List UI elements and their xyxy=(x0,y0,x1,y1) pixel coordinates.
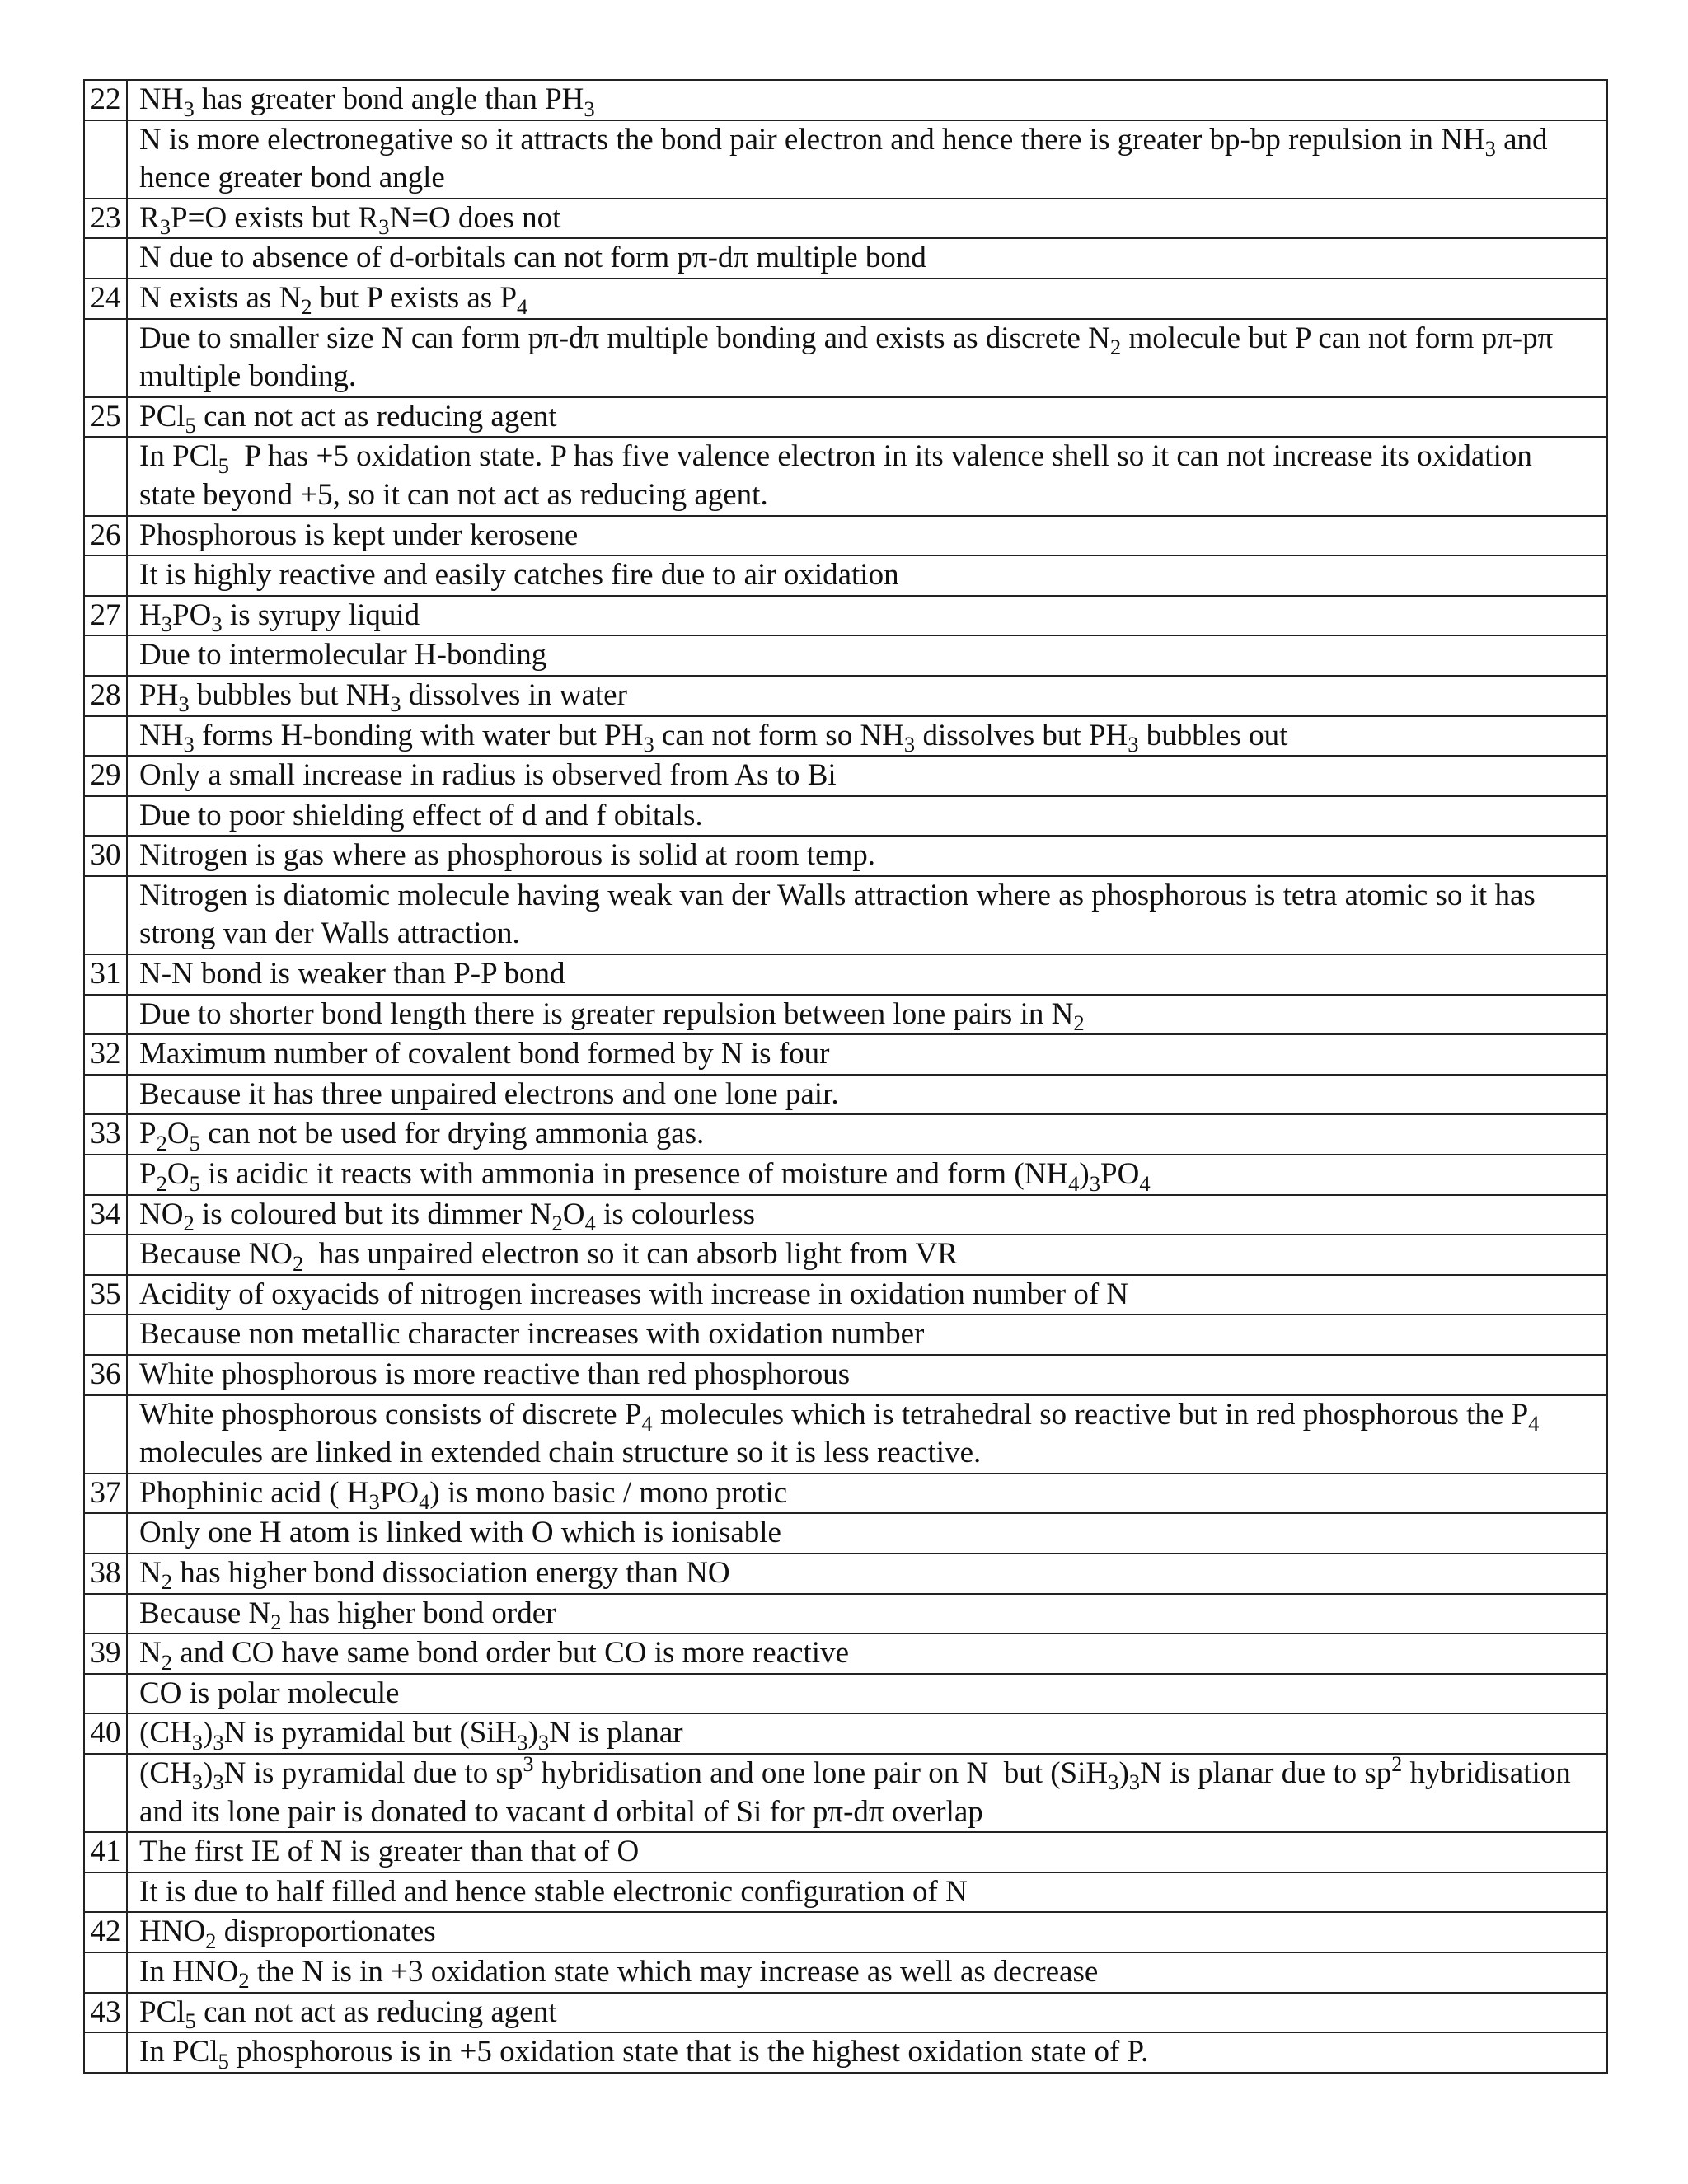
question-row xyxy=(84,1275,1607,1315)
item-number: 34 xyxy=(84,1195,127,1235)
answer-row xyxy=(84,1594,1607,1634)
question-row xyxy=(84,1355,1607,1395)
answer-text: It is highly reactive and easily catches fire due to air oxidation xyxy=(127,555,1607,596)
blank-number-cell xyxy=(84,1155,127,1195)
qa-table-body xyxy=(84,80,1607,2073)
item-number: 27 xyxy=(84,596,127,636)
blank-number-cell xyxy=(84,1754,127,1832)
blank-number-cell xyxy=(84,1872,127,1913)
answer-text: CO is polar molecule xyxy=(127,1674,1607,1714)
document-page xyxy=(83,79,1608,2074)
answer-text: In PCl$_5$ phosphorous is in +5 oxidation state that is the highest oxidation state of P. xyxy=(127,2032,1607,2073)
item-number: 38 xyxy=(84,1554,127,1594)
blank-number-cell xyxy=(84,120,127,199)
blank-number-cell xyxy=(84,319,127,397)
item-number: 39 xyxy=(84,1633,127,1674)
answer-row xyxy=(84,796,1607,837)
answer-row xyxy=(84,1754,1607,1832)
item-number: 30 xyxy=(84,836,127,876)
item-number: 31 xyxy=(84,954,127,995)
answer-row xyxy=(84,1513,1607,1554)
answer-text: In $HNO_2$ the N is in +3 oxidation state which may increase as well as decrease xyxy=(127,1952,1607,1993)
question-text: Phophinic acid ( $H_3PO_4$) is mono basic / mono protic xyxy=(127,1474,1607,1514)
answer-text: Due to poor shielding effect of d and f obitals. xyxy=(127,796,1607,837)
blank-number-cell xyxy=(84,1235,127,1275)
blank-number-cell xyxy=(84,995,127,1035)
question-row xyxy=(84,1554,1607,1594)
blank-number-cell xyxy=(84,1952,127,1993)
question-row xyxy=(84,1195,1607,1235)
question-row xyxy=(84,676,1607,716)
question-text: The first IE of N is greater than that of O xyxy=(127,1832,1607,1872)
question-text: Nitrogen is gas where as phosphorous is solid at room temp. xyxy=(127,836,1607,876)
item-number: 29 xyxy=(84,756,127,796)
question-row xyxy=(84,199,1607,239)
question-row xyxy=(84,596,1607,636)
question-text: PCl$_5$ can not act as reducing agent xyxy=(127,397,1607,438)
answer-row xyxy=(84,319,1607,397)
answer-text: Only one H atom is linked with O which is ionisable xyxy=(127,1513,1607,1554)
question-text: Only a small increase in radius is observed from As to Bi xyxy=(127,756,1607,796)
answer-text: $(CH_3)_3N$ is pyramidal due to $sp^3$ hybridisation and one lone pair on N but $(SiH_3)_3N$ is planar due to $sp^2$ hybridisation and its lone pair is donated to vacant d orbital of Si for pπ-dπ overlap xyxy=(127,1754,1607,1832)
answer-text: Due to shorter bond length there is greater repulsion between lone pairs in $N_2$ xyxy=(127,995,1607,1035)
question-row xyxy=(84,1713,1607,1754)
question-row xyxy=(84,516,1607,556)
blank-number-cell xyxy=(84,1075,127,1115)
question-row xyxy=(84,1474,1607,1514)
question-text: N exists as $N_2$ but P exists as $P_4$ xyxy=(127,279,1607,319)
answer-row xyxy=(84,635,1607,676)
answer-text: Due to smaller size N can form pπ-dπ multiple bonding and exists as discrete $N_2$ molecule but P can not form pπ-pπ multiple bonding. xyxy=(127,319,1607,397)
blank-number-cell xyxy=(84,716,127,757)
answer-row xyxy=(84,1075,1607,1115)
blank-number-cell xyxy=(84,876,127,954)
blank-number-cell xyxy=(84,1315,127,1355)
answer-text: Nitrogen is diatomic molecule having weak van der Walls attraction where as phosphorous is tetra atomic so it has strong van der Walls attraction. xyxy=(127,876,1607,954)
question-text: $PH_3$ bubbles but $NH_3$ dissolves in water xyxy=(127,676,1607,716)
item-number: 33 xyxy=(84,1114,127,1155)
answer-text: Due to intermolecular H-bonding xyxy=(127,635,1607,676)
blank-number-cell xyxy=(84,1395,127,1474)
answer-row xyxy=(84,1674,1607,1714)
answer-row xyxy=(84,1872,1607,1913)
answer-text: Because $NO_2$ has unpaired electron so it can absorb light from VR xyxy=(127,1235,1607,1275)
question-row xyxy=(84,1912,1607,1952)
question-row xyxy=(84,1633,1607,1674)
blank-number-cell xyxy=(84,1513,127,1554)
answer-text: N due to absence of d-orbitals can not form pπ-dπ multiple bond xyxy=(127,238,1607,279)
blank-number-cell xyxy=(84,555,127,596)
blank-number-cell xyxy=(84,1594,127,1634)
question-row xyxy=(84,397,1607,438)
question-row xyxy=(84,1034,1607,1075)
question-text: Phosphorous is kept under kerosene xyxy=(127,516,1607,556)
blank-number-cell xyxy=(84,796,127,837)
answer-row xyxy=(84,238,1607,279)
answer-text: In PCl$_5$ P has +5 oxidation state. P has five valence electron in its valence shell so it can not increase its oxidation state beyond +5, so it can not act as reducing agent. xyxy=(127,437,1607,515)
item-number: 42 xyxy=(84,1912,127,1952)
question-row xyxy=(84,954,1607,995)
question-text: N-N bond is weaker than P-P bond xyxy=(127,954,1607,995)
question-row xyxy=(84,1993,1607,2033)
blank-number-cell xyxy=(84,635,127,676)
answer-row xyxy=(84,876,1607,954)
answer-text: Because non metallic character increases with oxidation number xyxy=(127,1315,1607,1355)
answer-text: $NH_3$ forms H-bonding with water but $PH_3$ can not form so $NH_3$ dissolves but $PH_3$ bubbles out xyxy=(127,716,1607,757)
question-text: PCl$_5$ can not act as reducing agent xyxy=(127,1993,1607,2033)
item-number: 35 xyxy=(84,1275,127,1315)
item-number: 25 xyxy=(84,397,127,438)
answer-row xyxy=(84,1395,1607,1474)
item-number: 28 xyxy=(84,676,127,716)
qa-table xyxy=(83,79,1608,2074)
question-text: Acidity of oxyacids of nitrogen increases with increase in oxidation number of N xyxy=(127,1275,1607,1315)
question-row xyxy=(84,279,1607,319)
item-number: 37 xyxy=(84,1474,127,1514)
item-number: 24 xyxy=(84,279,127,319)
blank-number-cell xyxy=(84,238,127,279)
item-number: 43 xyxy=(84,1993,127,2033)
item-number: 41 xyxy=(84,1832,127,1872)
answer-row xyxy=(84,1235,1607,1275)
answer-row xyxy=(84,2032,1607,2073)
item-number: 40 xyxy=(84,1713,127,1754)
question-text: $N_2$ has higher bond dissociation energy than NO xyxy=(127,1554,1607,1594)
question-text: White phosphorous is more reactive than red phosphorous xyxy=(127,1355,1607,1395)
answer-text: White phosphorous consists of discrete $P_4$ molecules which is tetrahedral so reactive but in red phosphorous the $P_4$ molecules are linked in extended chain structure so it is less reactive. xyxy=(127,1395,1607,1474)
answer-row xyxy=(84,1952,1607,1993)
question-text: Maximum number of covalent bond formed by N is four xyxy=(127,1034,1607,1075)
answer-row xyxy=(84,1315,1607,1355)
question-text: $N_2$ and CO have same bond order but CO is more reactive xyxy=(127,1633,1607,1674)
item-number: 36 xyxy=(84,1355,127,1395)
item-number: 26 xyxy=(84,516,127,556)
question-row xyxy=(84,756,1607,796)
answer-row xyxy=(84,555,1607,596)
question-text: $R_3P=O$ exists but $R_3N=O$ does not xyxy=(127,199,1607,239)
answer-text: It is due to half filled and hence stable electronic configuration of N xyxy=(127,1872,1607,1913)
answer-row xyxy=(84,437,1607,515)
item-number: 32 xyxy=(84,1034,127,1075)
answer-row xyxy=(84,120,1607,199)
question-text: $NO_2$ is coloured but its dimmer $N_2O_4$ is colourless xyxy=(127,1195,1607,1235)
answer-row xyxy=(84,1155,1607,1195)
answer-text: N is more electronegative so it attracts the bond pair electron and hence there is greater bp-bp repulsion in $NH_3$ and hence greater bond angle xyxy=(127,120,1607,199)
item-number: 22 xyxy=(84,80,127,120)
question-row xyxy=(84,1114,1607,1155)
question-row xyxy=(84,1832,1607,1872)
answer-row xyxy=(84,995,1607,1035)
question-text: $HNO_2$ disproportionates xyxy=(127,1912,1607,1952)
answer-text: Because $N_2$ has higher bond order xyxy=(127,1594,1607,1634)
question-text: $H_3PO_3$ is syrupy liquid xyxy=(127,596,1607,636)
question-text: $(CH_3)_3N$ is pyramidal but $(SiH_3)_3N$ is planar xyxy=(127,1713,1607,1754)
answer-text: Because it has three unpaired electrons and one lone pair. xyxy=(127,1075,1607,1115)
question-text: $NH_3$ has greater bond angle than $PH_3$ xyxy=(127,80,1607,120)
answer-row xyxy=(84,716,1607,757)
question-text: $P_2O_5$ can not be used for drying ammonia gas. xyxy=(127,1114,1607,1155)
blank-number-cell xyxy=(84,437,127,515)
answer-text: $P_2O_5$ is acidic it reacts with ammonia in presence of moisture and form $(NH_4)_3PO_4$ xyxy=(127,1155,1607,1195)
blank-number-cell xyxy=(84,1674,127,1714)
item-number: 23 xyxy=(84,199,127,239)
question-row xyxy=(84,80,1607,120)
blank-number-cell xyxy=(84,2032,127,2073)
question-row xyxy=(84,836,1607,876)
